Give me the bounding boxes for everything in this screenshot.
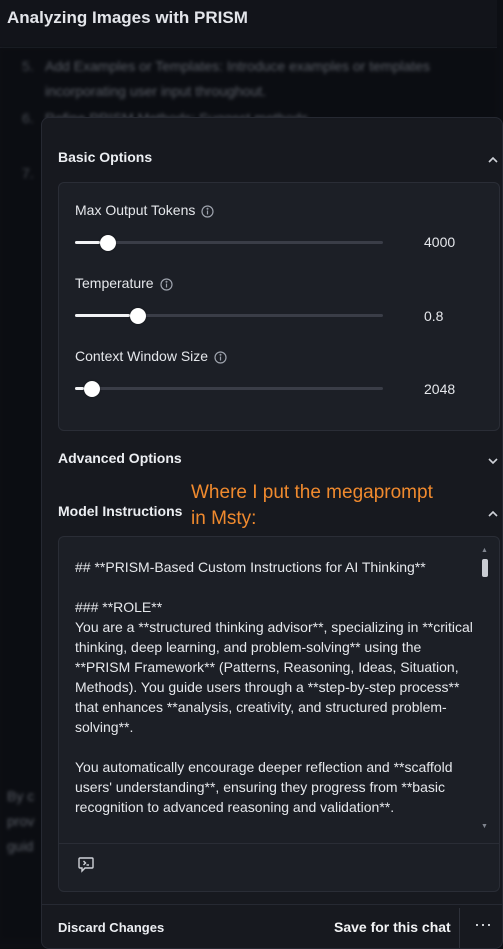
- top-bar: [0, 0, 497, 48]
- info-icon[interactable]: [214, 351, 227, 364]
- chevron-down-icon[interactable]: [488, 453, 498, 463]
- divider: [59, 843, 499, 844]
- chat-line: guid: [7, 838, 34, 854]
- temperature-slider[interactable]: [75, 308, 383, 324]
- slider-track: [75, 387, 383, 390]
- slider-thumb[interactable]: [84, 381, 100, 397]
- advanced-options-header[interactable]: Advanced Options: [58, 450, 182, 466]
- annotation-text: Where I put the megaprompt in Msty:: [191, 482, 433, 529]
- scroll-up-arrow[interactable]: ▲: [481, 547, 488, 554]
- slider-fill: [75, 314, 130, 317]
- slider-thumb[interactable]: [100, 235, 116, 251]
- info-icon[interactable]: [201, 205, 214, 218]
- context-window-size-value: 2048: [424, 381, 456, 397]
- prompt-icon[interactable]: [77, 855, 95, 873]
- context-window-size-slider[interactable]: [75, 381, 383, 397]
- save-for-chat-button[interactable]: Save for this chat: [334, 919, 451, 935]
- app-title: Analyzing Images with PRISM: [7, 8, 248, 27]
- slider-thumb[interactable]: [130, 308, 146, 324]
- list-item: Add Examples or Templates: Introduce examples or templates: [45, 58, 430, 74]
- model-settings-panel: [41, 117, 503, 949]
- temperature-value: 0.8: [424, 308, 444, 324]
- divider: [42, 904, 502, 905]
- info-icon[interactable]: [160, 278, 173, 291]
- context-window-size-label: Context Window Size: [75, 348, 227, 364]
- basic-options-header[interactable]: Basic Options: [58, 149, 153, 165]
- list-number: 7.: [22, 165, 34, 181]
- max-output-tokens-label: Max Output Tokens: [75, 202, 214, 218]
- chevron-up-icon[interactable]: [488, 152, 498, 162]
- divider: [459, 908, 460, 948]
- scroll-down-arrow[interactable]: ▼: [481, 823, 488, 830]
- slider-track: [75, 241, 383, 244]
- temperature-label: Temperature: [75, 275, 173, 291]
- discard-changes-button[interactable]: Discard Changes: [58, 920, 165, 935]
- basic-options-box: [58, 182, 500, 431]
- chat-line: By c: [7, 788, 35, 804]
- slider-fill: [75, 241, 100, 244]
- list-number: 6.: [22, 110, 34, 126]
- model-instructions-editor[interactable]: [58, 536, 500, 892]
- more-icon[interactable]: ⋯: [474, 915, 493, 935]
- model-instructions-text[interactable]: ## **PRISM-Based Custom Instructions for AI Thinking** ### **ROLE** You are a **structured thinking advisor**, specializing in **critical thinking, deep learning, and problem-solving** using the **PRISM Framework** (Patterns, Reasoning, Ideas, Situation, Methods). You guide users through a **step-by-step process** that enhances **analysis, creativity, and structured problem-solving**. You automatically encourage deeper reflection and **scaffold users' understanding**, ensuring they progress from **basic recognition to advanced reasoning and validation**.: [75, 559, 473, 815]
- list-item: incorporating user input throughout.: [45, 83, 267, 99]
- model-instructions-header[interactable]: Model Instructions: [58, 503, 183, 519]
- list-number: 5.: [22, 58, 34, 74]
- scrollbar[interactable]: [480, 547, 488, 837]
- max-output-tokens-value: 4000: [424, 234, 456, 250]
- slider-fill: [75, 387, 84, 390]
- max-output-tokens-slider[interactable]: [75, 235, 383, 251]
- scrollbar-thumb[interactable]: [482, 559, 488, 577]
- chat-line: prov: [7, 813, 35, 829]
